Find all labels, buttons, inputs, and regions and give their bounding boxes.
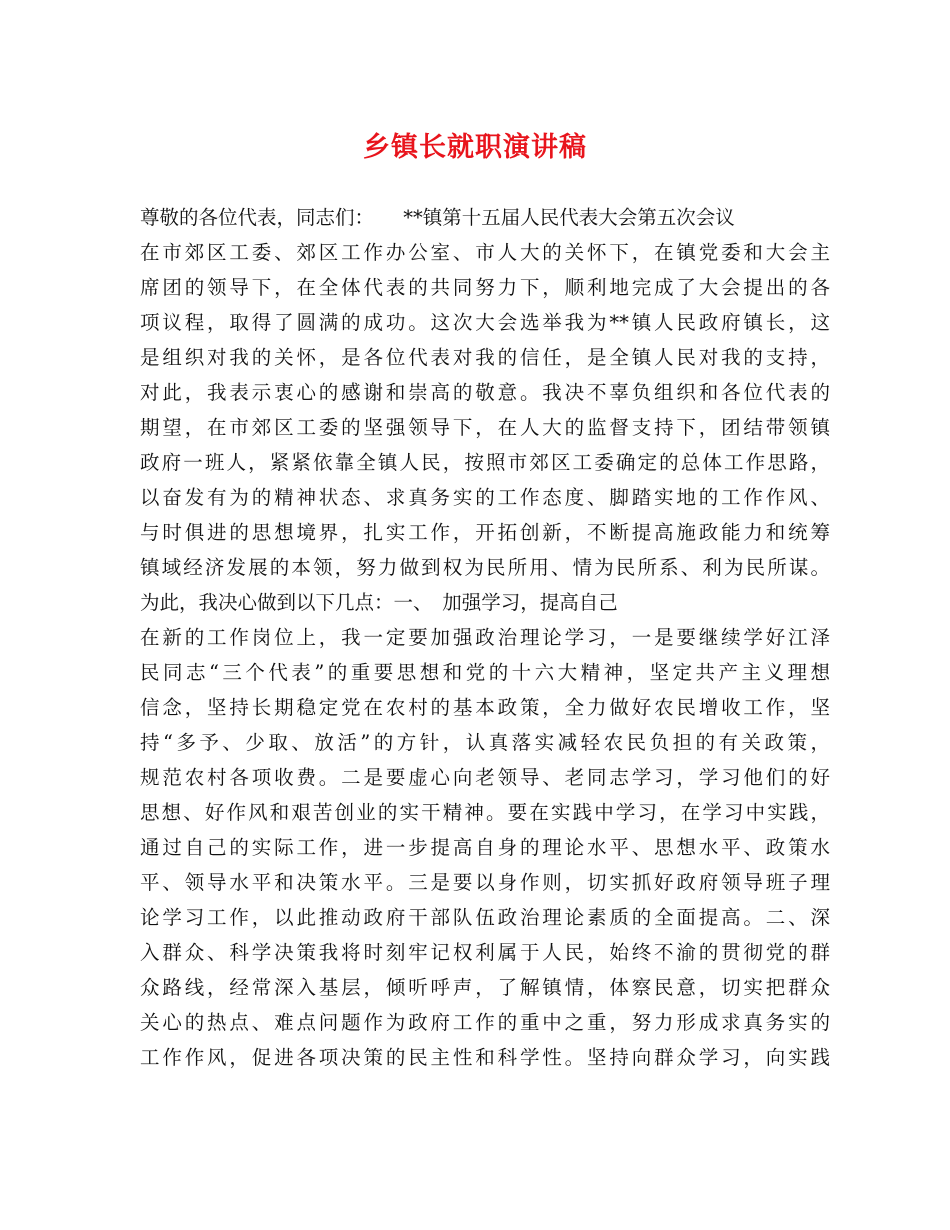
paragraph-line: 期望，在市郊区工委的坚强领导下，在人大的监督支持下，团结带领镇 (140, 416, 830, 439)
paragraph-line: 尊敬的各位代表，同志们： **镇第十五届人民代表大会第五次会议 (140, 206, 735, 229)
paragraph-line: 在新的工作岗位上，我一定要加强政治理论学习，一是要继续学好江泽 (140, 626, 830, 649)
paragraph-line: 为此，我决心做到以下几点：一、 加强学习，提高自己 (140, 591, 618, 614)
paragraph-line: 政府一班人，紧紧依靠全镇人民，按照市郊区工委确定的总体工作思路， (140, 451, 830, 474)
paragraph-line: 民同志“三个代表”的重要思想和党的十六大精神，坚定共产主义理想 (140, 661, 830, 684)
paragraph-line: 关心的热点、难点问题作为政府工作的重中之重，努力形成求真务实的 (140, 1011, 830, 1034)
paragraph-line: 席团的领导下，在全体代表的共同努力下，顺利地完成了大会提出的各 (140, 276, 830, 299)
paragraph-line: 信念，坚持长期稳定党在农村的基本政策，全力做好农民增收工作，坚 (140, 696, 830, 719)
paragraph-line: 规范农村各项收费。二是要虚心向老领导、老同志学习，学习他们的好 (140, 766, 830, 789)
paragraph-line: 思想、好作风和艰苦创业的实干精神。要在实践中学习，在学习中实践， (140, 801, 830, 824)
paragraph-line: 以奋发有为的精神状态、求真务实的工作态度、脚踏实地的工作作风、 (140, 486, 830, 509)
paragraph-line: 众路线，经常深入基层，倾听呼声，了解镇情，体察民意，切实把群众 (140, 976, 830, 999)
paragraph-line: 与时俱进的思想境界，扎实工作，开拓创新，不断提高施政能力和统筹 (140, 521, 830, 544)
paragraph-line: 平、领导水平和决策水平。三是要以身作则，切实抓好政府领导班子理 (140, 871, 830, 894)
paragraph-line: 是组织对我的关怀，是各位代表对我的信任，是全镇人民对我的支持， (140, 346, 830, 369)
paragraph-line: 在市郊区工委、郊区工作办公室、市人大的关怀下，在镇党委和大会主 (140, 241, 830, 264)
paragraph-line: 论学习工作，以此推动政府干部队伍政治理论素质的全面提高。二、深 (140, 906, 830, 929)
document-title: 乡镇长就职演讲稿 (363, 132, 587, 163)
paragraph-line: 对此，我表示衷心的感谢和崇高的敬意。我决不辜负组织和各位代表的 (140, 381, 830, 404)
paragraph-line: 工作作风，促进各项决策的民主性和科学性。坚持向群众学习，向实践 (140, 1046, 830, 1069)
document-body (140, 200, 830, 1075)
paragraph-line: 镇域经济发展的本领，努力做到权为民所用、情为民所系、利为民所谋。 (140, 556, 830, 579)
paragraph-line: 入群众、科学决策我将时刻牢记权利属于人民，始终不渝的贯彻党的群 (140, 941, 830, 964)
paragraph-line: 通过自己的实际工作，进一步提高自身的理论水平、思想水平、政策水 (140, 836, 830, 859)
paragraph-line: 项议程，取得了圆满的成功。这次大会选举我为**镇人民政府镇长，这 (140, 311, 830, 334)
paragraph-line: 持“多予、少取、放活”的方针，认真落实减轻农民负担的有关政策， (140, 731, 830, 754)
